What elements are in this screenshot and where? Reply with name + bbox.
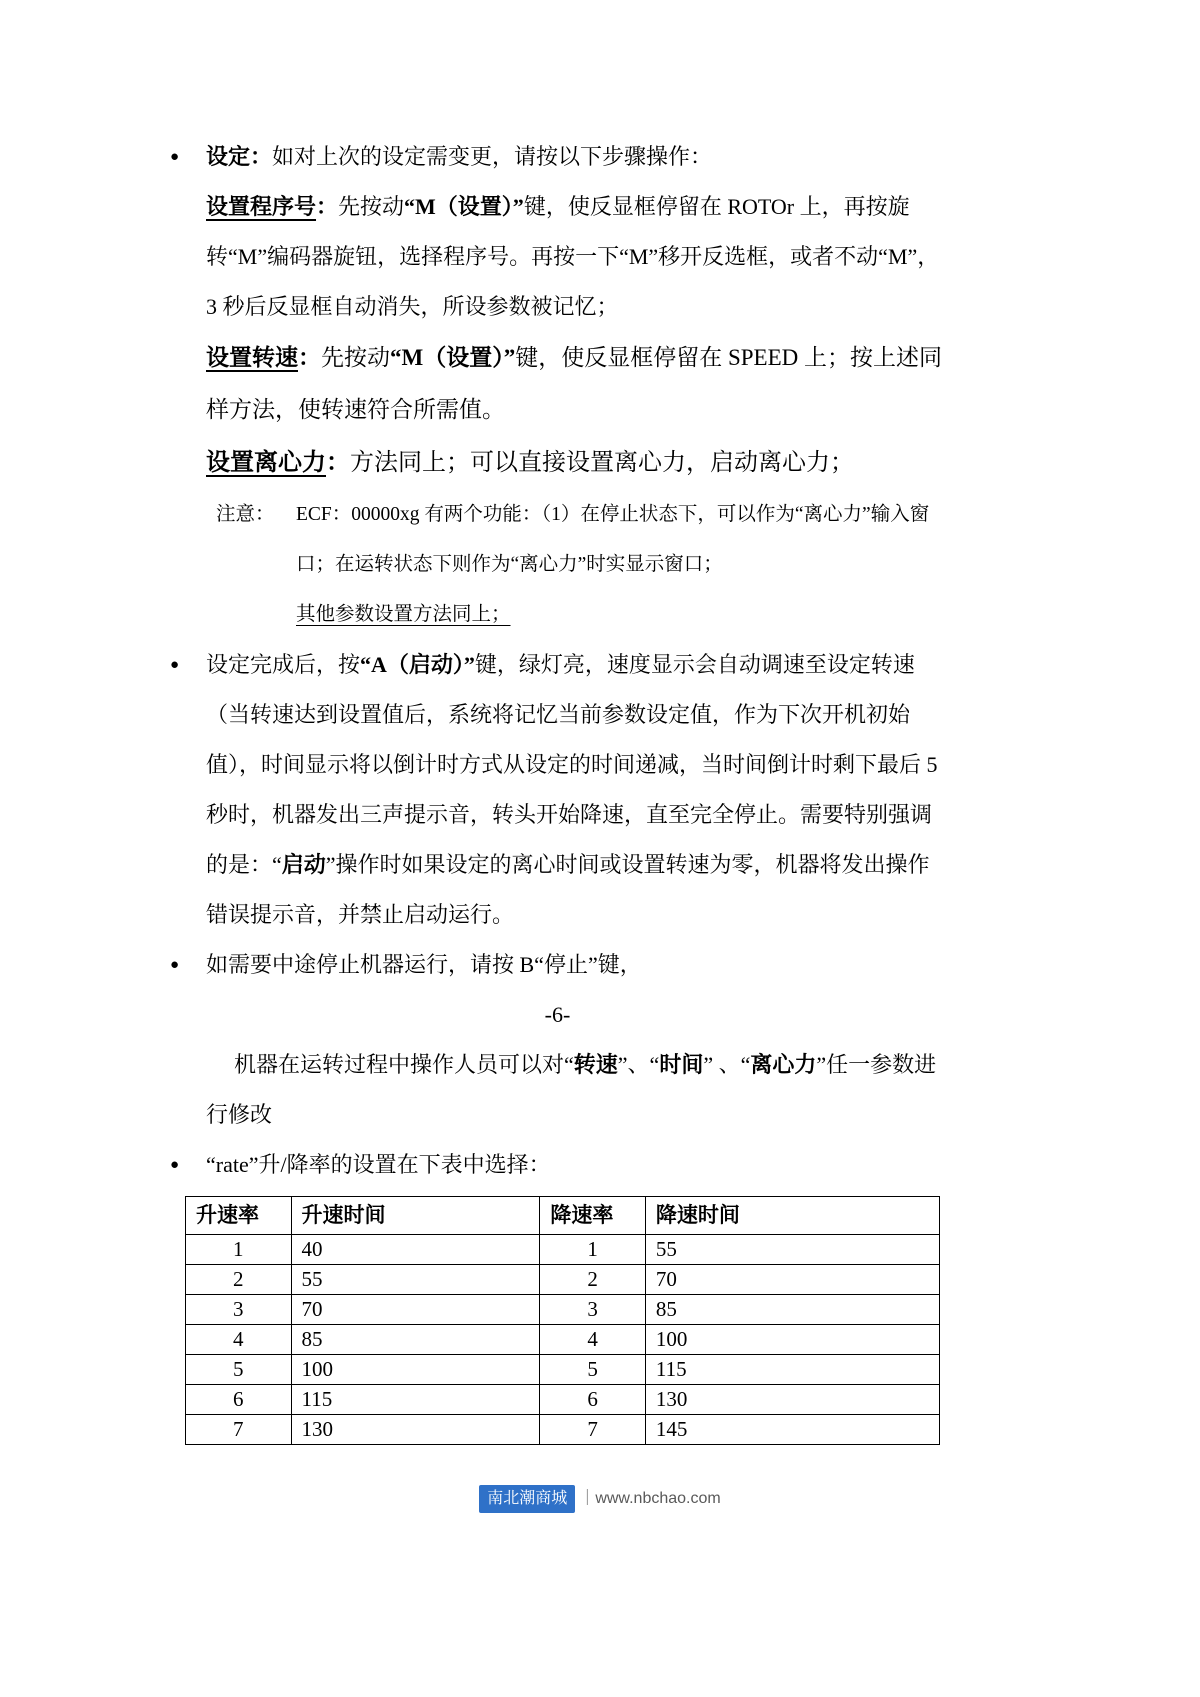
text-segment: ”、“ <box>617 1052 660 1077</box>
bullet-icon: ● <box>170 957 180 973</box>
text-segment: ” 、“ <box>703 1052 751 1077</box>
table-cell: 100 <box>291 1355 540 1385</box>
text-segment: “A（启动）” <box>360 652 475 677</box>
text-segment: 设置程序号 <box>206 194 317 219</box>
table-cell: 3 <box>186 1295 292 1325</box>
text-segment: 键，使反显框停留在 SPEED 上；按上述同样方法，使转速符合所需值。 <box>206 345 943 422</box>
text-segment: 键，使反显框停留在 ROTOr 上，再按旋转“M”编码器旋钮，选择程序号。再按一下“M”移开反选框，或者不动“M”，3 秒后反显框自动消失，所设参数被记忆； <box>206 194 940 319</box>
text-segment: 如需要中途停止机器运行，请按 B“停止”键， <box>206 952 642 977</box>
text-segment: 先按动 <box>338 194 405 219</box>
bullet-item-setting <box>170 132 945 182</box>
table-cell: 4 <box>186 1325 292 1355</box>
table-row <box>186 1355 940 1385</box>
text-segment: 设定完成后，按 <box>206 652 361 677</box>
bullet-item-stop <box>170 940 945 990</box>
bullet-icon: ● <box>170 1157 180 1173</box>
table-cell: 3 <box>540 1295 646 1325</box>
bullet-icon: ● <box>170 149 180 165</box>
table-cell: 7 <box>540 1415 646 1445</box>
table-cell: 5 <box>540 1355 646 1385</box>
table-row <box>186 1415 940 1445</box>
table-header-cell: 升速率 <box>186 1197 292 1235</box>
table-cell: 115 <box>291 1385 540 1415</box>
paragraph-setting <box>206 132 945 182</box>
text-segment: 启动 <box>281 852 326 877</box>
table-row <box>186 1295 940 1325</box>
note-text: ECF：00000xg 有两个功能：（1）在停止状态下，可以作为“离心力”输入窗口；在运转状态下则作为“离心力”时实显示窗口； <box>296 504 930 575</box>
paragraph-set-speed <box>206 332 945 436</box>
rate-table-body <box>186 1235 940 1445</box>
text-segment: 设定： <box>206 144 273 169</box>
table-cell: 85 <box>645 1295 939 1325</box>
table-cell: 115 <box>645 1355 939 1385</box>
table-cell: 2 <box>186 1265 292 1295</box>
text-segment: ”任一参数进行修改 <box>206 1052 937 1127</box>
table-cell: 6 <box>540 1385 646 1415</box>
text-segment: ： <box>326 450 350 476</box>
text-segment: 转速 <box>573 1052 618 1077</box>
table-row <box>186 1235 940 1265</box>
paragraph-stop <box>206 940 945 990</box>
table-cell: 130 <box>291 1415 540 1445</box>
paragraph-rate <box>206 1140 945 1190</box>
note-text-underlined: 其他参数设置方法同上； <box>296 604 511 625</box>
text-segment: 方法同上；可以直接设置离心力，启动离心力； <box>350 450 854 476</box>
table-cell: 70 <box>645 1265 939 1295</box>
text-segment: 先按动 <box>321 345 390 370</box>
table-cell: 70 <box>291 1295 540 1325</box>
page-footer <box>0 1485 1200 1513</box>
text-segment: “rate”升/降率的设置在下表中选择： <box>206 1152 551 1177</box>
text-segment: ： <box>298 345 321 370</box>
table-row <box>186 1325 940 1355</box>
table-header-cell: 降速时间 <box>645 1197 939 1235</box>
text-segment: 时间 <box>659 1052 704 1077</box>
note-body <box>296 490 945 640</box>
footer-brand-badge: 南北潮商城 <box>479 1485 575 1513</box>
table-header-cell: 升速时间 <box>291 1197 540 1235</box>
rate-table-head <box>186 1197 940 1235</box>
table-row <box>186 1265 940 1295</box>
table-cell: 4 <box>540 1325 646 1355</box>
table-cell: 85 <box>291 1325 540 1355</box>
table-row <box>186 1385 940 1415</box>
text-segment: “M（设置）” <box>404 194 524 219</box>
table-cell: 100 <box>645 1325 939 1355</box>
table-cell: 55 <box>645 1235 939 1265</box>
text-segment: 键，绿灯亮，速度显示会自动调速至设定转速（当转速达到设置值后，系统将记忆当前参数设定值，作为下次开机初始值），时间显示将以倒计时方式从设定的时间递减，当时间倒计时剩下最后 5 秒时，机器发出三声提示音，转头开始降速，直至完全停止。需要特别强调的是：“ <box>206 652 938 877</box>
table-cell: 55 <box>291 1265 540 1295</box>
note-block <box>216 490 945 640</box>
table-cell: 1 <box>186 1235 292 1265</box>
paragraph-set-program <box>206 182 945 332</box>
table-header-row <box>186 1197 940 1235</box>
bullet-icon: ● <box>170 657 180 673</box>
table-cell: 145 <box>645 1415 939 1445</box>
text-segment: 如对上次的设定需变更，请按以下步骤操作： <box>272 144 713 169</box>
text-segment: ： <box>316 194 339 219</box>
table-cell: 7 <box>186 1415 292 1445</box>
table-cell: 40 <box>291 1235 540 1265</box>
paragraph-start <box>206 640 945 940</box>
table-cell: 1 <box>540 1235 646 1265</box>
footer-separator: ｜ <box>579 1490 596 1507</box>
text-segment: 机器在运转过程中操作人员可以对“ <box>234 1052 574 1077</box>
text-segment: ”操作时如果设定的离心时间或设置转速为零，机器将发出操作错误提示音，并禁止启动运行。 <box>206 852 930 927</box>
footer-url: www.nbchao.com <box>595 1490 721 1507</box>
paragraph-modify <box>206 1040 945 1140</box>
rate-table <box>185 1196 940 1445</box>
table-cell: 130 <box>645 1385 939 1415</box>
text-segment: 设置离心力 <box>206 450 326 476</box>
table-cell: 5 <box>186 1355 292 1385</box>
table-cell: 2 <box>540 1265 646 1295</box>
bullet-item-rate <box>170 1140 945 1190</box>
text-segment: 离心力 <box>750 1052 817 1077</box>
page-number: -6- <box>544 1002 571 1027</box>
table-cell: 6 <box>186 1385 292 1415</box>
text-segment: 设置转速 <box>206 345 298 370</box>
bullet-item-start <box>170 640 945 940</box>
text-segment: “M（设置）” <box>390 345 516 370</box>
note-label: 注意： <box>216 504 275 525</box>
table-header-cell: 降速率 <box>540 1197 646 1235</box>
paragraph-set-force <box>206 436 945 490</box>
